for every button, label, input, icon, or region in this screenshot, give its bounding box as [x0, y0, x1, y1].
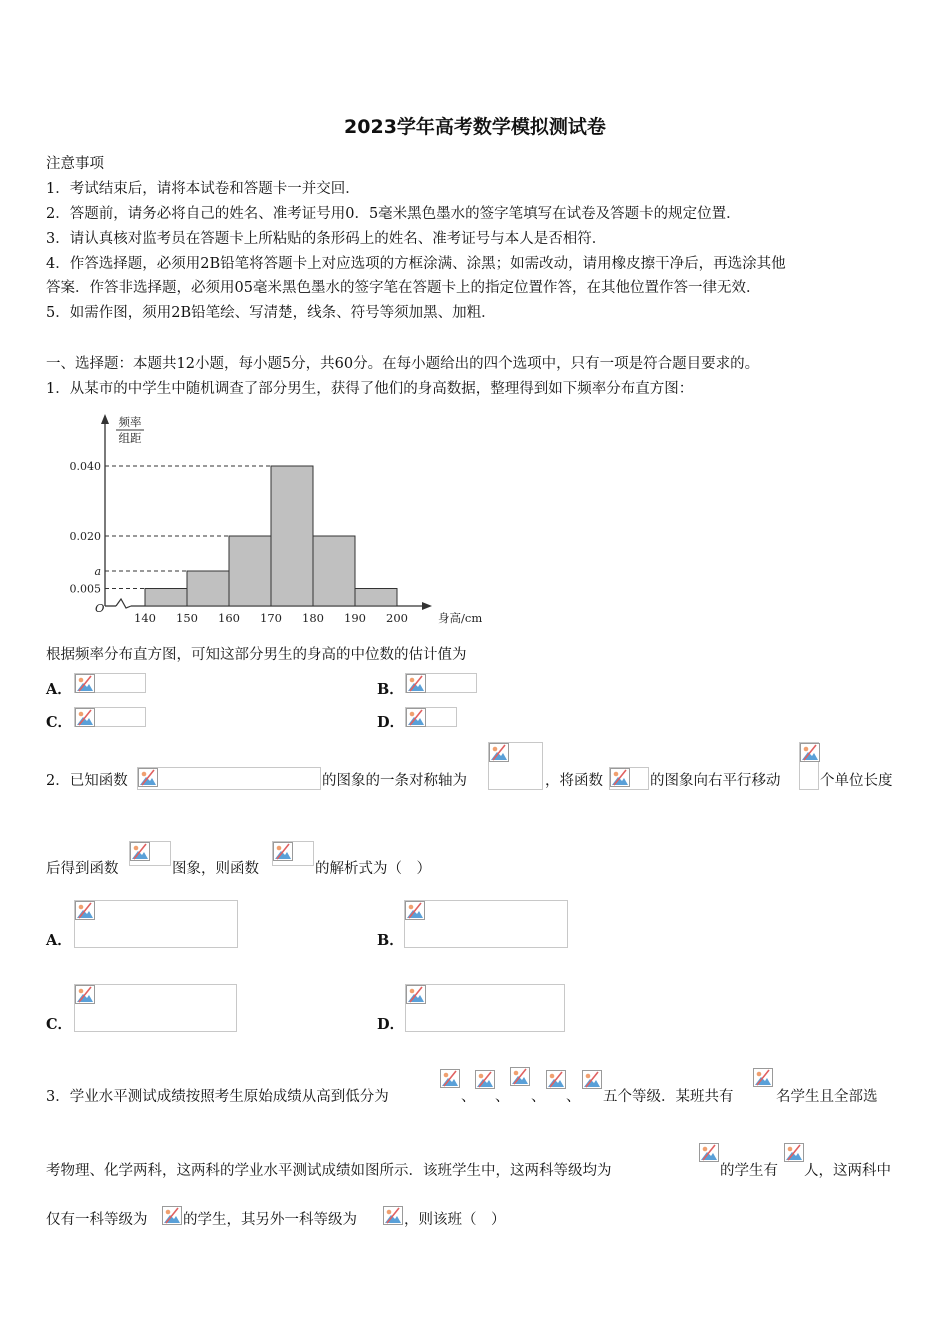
broken-image-icon: [800, 743, 820, 762]
notice-item: 1．考试结束后，请将本试卷和答题卡一并交回．: [46, 181, 360, 197]
notice-heading: 注意事项: [46, 156, 104, 172]
question-1-text: 根据频率分布直方图，可知这部分男生的身高的中位数的估计值为: [46, 647, 467, 663]
question-2-text: 后得到函数: [46, 861, 119, 877]
question-2-text: 图象，则函数: [172, 861, 259, 877]
separator: 、: [531, 1089, 546, 1105]
broken-image-icon: [130, 842, 150, 861]
histogram-bar: [229, 536, 271, 606]
x-axis-break: [116, 599, 131, 608]
question-3-text: 名学生且全部选: [776, 1089, 878, 1105]
broken-image-icon: [406, 708, 426, 727]
x-tick-label: 170: [260, 611, 282, 625]
x-tick-label: 160: [218, 611, 240, 625]
grade-image-icon[interactable]: [162, 1206, 182, 1225]
option-b-label: B．: [377, 681, 404, 698]
grade-image-icon[interactable]: [440, 1069, 460, 1088]
x-axis-label: 身高/cm: [438, 611, 483, 625]
notice-item: 5．如需作图，须用2B铅笔绘、写清楚，线条、符号等须加黑、加粗．: [46, 305, 496, 321]
x-tick-label: 190: [344, 611, 366, 625]
grade-image-icon[interactable]: [475, 1070, 495, 1089]
option-b-formula-image[interactable]: [405, 673, 477, 693]
option-c-label: C．: [46, 1016, 73, 1033]
axis-formula-image[interactable]: [488, 742, 543, 790]
y-axis-label: 频率: [118, 415, 142, 429]
question-3-text: 的学生有: [720, 1163, 778, 1179]
question-2-text: ，将函数: [545, 773, 603, 789]
notice-item: 4．作答选择题，必须用2B铅笔将答题卡上对应选项的方框涂满、涂黑；如需改动，请用橡皮擦干净后，再选涂其他: [46, 256, 786, 272]
broken-image-icon: [405, 901, 425, 920]
broken-image-icon: [75, 985, 95, 1004]
function-formula-image[interactable]: [137, 767, 321, 790]
x-tick-label: 150: [176, 611, 198, 625]
histogram-bar: [271, 466, 313, 606]
function-name-image[interactable]: [609, 767, 649, 790]
notice-item: 3．请认真核对监考员在答题卡上所粘贴的条形码上的姓名、准考证号与本人是否相符．: [46, 231, 607, 247]
page-title: 2023学年高考数学模拟测试卷: [344, 116, 606, 138]
option-c-formula-image[interactable]: [74, 707, 146, 727]
option-c-label: C．: [46, 714, 73, 731]
question-3-text: 仅有一科等级为: [46, 1212, 148, 1228]
question-3-text: 考物理、化学两科，这两科的学业水平测试成绩如图所示．该班学生中，这两科等级均为: [46, 1163, 612, 1179]
frequency-histogram: [60, 410, 500, 630]
x-axis-arrow: [422, 602, 432, 610]
count-image-icon[interactable]: [753, 1068, 773, 1087]
question-2-text: 2．已知函数: [46, 773, 128, 789]
x-tick-label: 140: [134, 611, 156, 625]
broken-image-icon: [406, 674, 426, 693]
option-a-formula-image[interactable]: [74, 673, 146, 693]
histogram-bar: [145, 589, 187, 607]
broken-image-icon: [489, 743, 509, 762]
option-a-label: A．: [46, 681, 72, 698]
question-2-text: 的图象的一条对称轴为: [322, 773, 467, 789]
grade-image-icon[interactable]: [383, 1206, 403, 1225]
broken-image-icon: [75, 901, 95, 920]
count-image-icon[interactable]: [784, 1143, 804, 1162]
grade-image-icon[interactable]: [582, 1070, 602, 1089]
separator: 、: [461, 1089, 476, 1105]
option-d-label: D．: [377, 1016, 405, 1033]
y-axis-arrow: [101, 414, 109, 424]
y-axis-label: 组距: [118, 431, 142, 445]
broken-image-icon: [610, 768, 630, 787]
y-tick-label: 0.005: [69, 582, 101, 596]
grade-image-icon[interactable]: [699, 1143, 719, 1162]
option-b-label: B．: [377, 932, 404, 949]
x-tick-label: 200: [386, 611, 408, 625]
histogram-bar: [313, 536, 355, 606]
grade-image-icon[interactable]: [510, 1067, 530, 1086]
function-g-image[interactable]: [129, 841, 171, 866]
option-a-formula-image[interactable]: [74, 900, 238, 948]
question-3-text: ，则该班（ ）: [404, 1212, 506, 1228]
option-d-formula-image[interactable]: [405, 984, 565, 1032]
question-3-text: 3．学业水平测试成绩按照考生原始成绩从高到低分为: [46, 1089, 389, 1105]
section-heading: 一、选择题：本题共12小题，每小题5分，共60分。在每小题给出的四个选项中，只有一项是符合题目要求的。: [46, 356, 760, 372]
shift-amount-image[interactable]: [799, 742, 819, 790]
broken-image-icon: [406, 985, 426, 1004]
option-d-label: D．: [377, 714, 405, 731]
broken-image-icon: [75, 674, 95, 693]
question-3-text: 五个等级．某班共有: [603, 1089, 734, 1105]
option-b-formula-image[interactable]: [404, 900, 568, 948]
origin-label: O: [95, 601, 105, 615]
histogram-bar: [355, 589, 397, 607]
y-tick-label: a: [94, 565, 101, 578]
histogram-bar: [187, 571, 229, 606]
question-2-text: 的解析式为（ ）: [315, 861, 431, 877]
y-tick-label: 0.020: [69, 530, 101, 543]
grade-image-icon[interactable]: [546, 1070, 566, 1089]
broken-image-icon: [138, 768, 158, 787]
notice-item: 答案．作答非选择题，必须用05毫米黑色墨水的签字笔在答题卡上的指定位置作答，在其他位置作答一律无效．: [46, 280, 761, 296]
y-tick-label: 0.040: [69, 460, 101, 473]
x-tick-label: 180: [302, 611, 324, 625]
question-3-text: 的学生，其另外一科等级为: [183, 1212, 357, 1228]
broken-image-icon: [273, 842, 293, 861]
separator: 、: [495, 1089, 510, 1105]
question-3-text: 人，这两科中: [804, 1163, 891, 1179]
question-2-text: 的图象向右平行移动: [650, 773, 781, 789]
separator: 、: [566, 1089, 581, 1105]
question-2-text: 个单位长度: [820, 773, 893, 789]
broken-image-icon: [75, 708, 95, 727]
option-a-label: A．: [46, 932, 72, 949]
option-d-formula-image[interactable]: [405, 707, 457, 727]
option-c-formula-image[interactable]: [74, 984, 237, 1032]
notice-item: 2．答题前，请务必将自己的姓名、准考证号用0．5毫米黑色墨水的签字笔填写在试卷及答题卡的规定位置．: [46, 206, 741, 222]
function-g-image[interactable]: [272, 841, 314, 866]
question-1-stem: 1．从某市的中学生中随机调查了部分男生，获得了他们的身高数据，整理得到如下频率分布直方图：: [46, 381, 694, 397]
